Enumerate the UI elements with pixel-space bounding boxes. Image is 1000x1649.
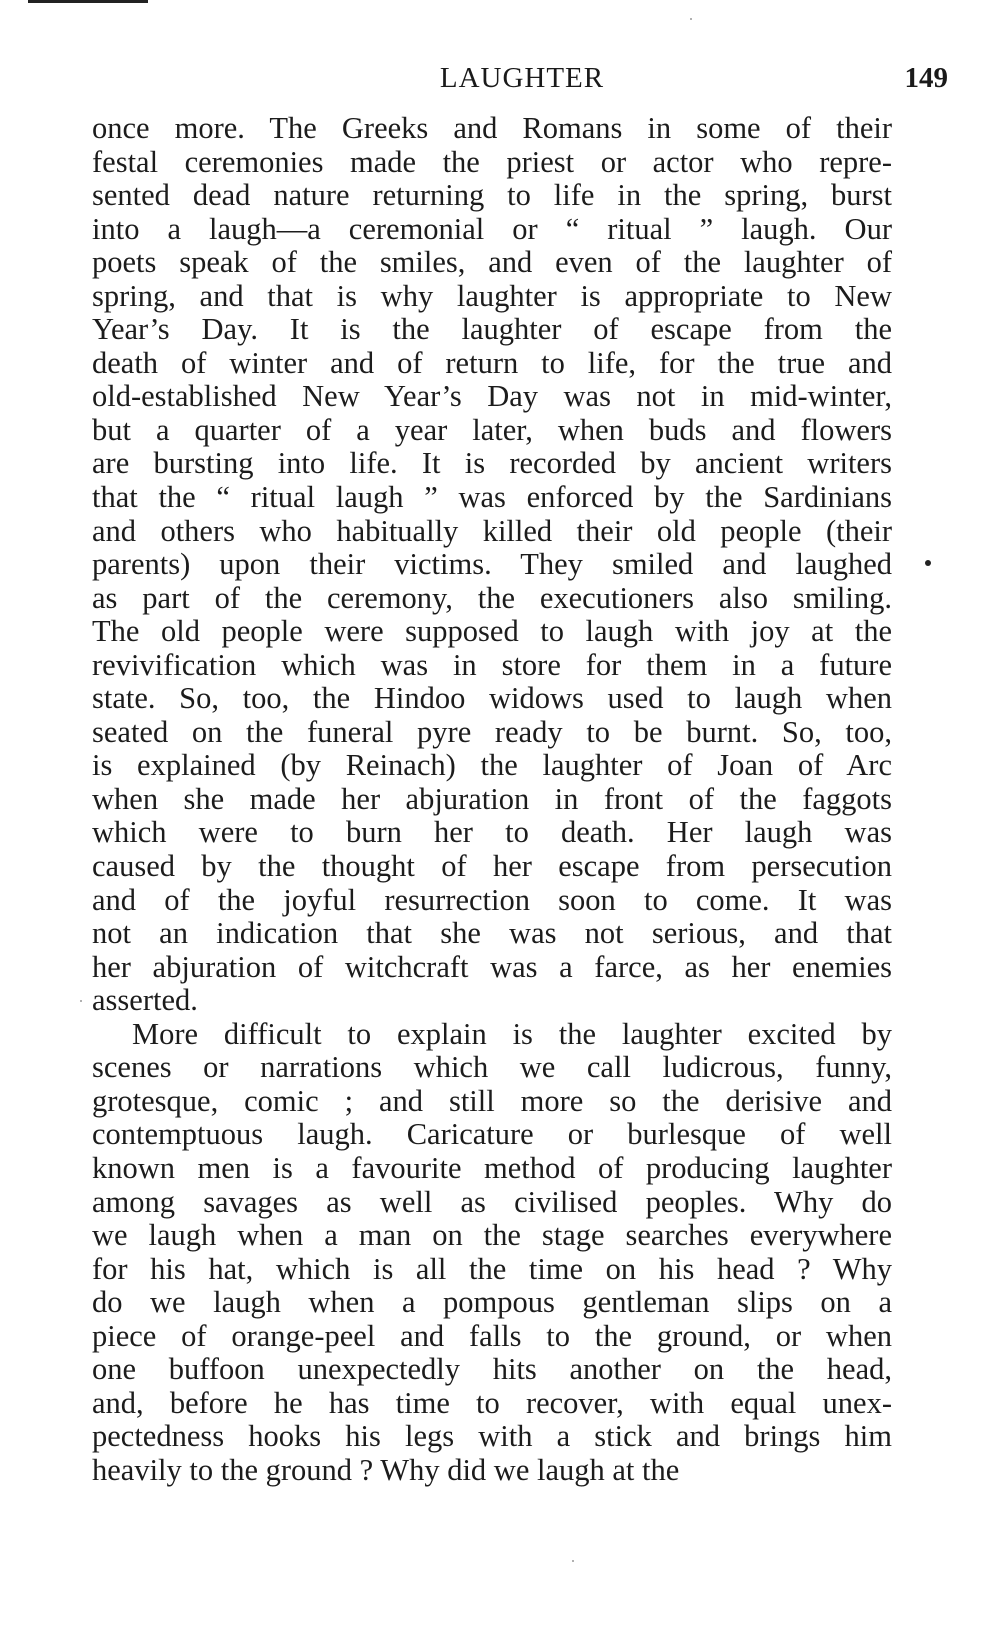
paper-speck	[572, 1560, 574, 1562]
text-line: More difficult to explain is the laughter excited by	[132, 1016, 892, 1051]
text-line: but a quarter of a year later, when buds and flowers	[92, 412, 892, 447]
text-line: her abjuration of witchcraft was a farce, as her enemies	[92, 949, 892, 984]
margin-ink-mark	[925, 560, 931, 566]
text-line: piece of orange-peel and falls to the ground, or when	[92, 1318, 892, 1353]
text-line: pectedness hooks his legs with a stick and brings him	[92, 1419, 892, 1454]
text-line: poets speak of the smiles, and even of the laughter of	[92, 245, 892, 280]
text-line: are bursting into life. It is recorded by ancient writers	[92, 446, 892, 481]
text-line: and, before he has time to recover, with equal unex-	[92, 1385, 892, 1420]
text-line: and of the joyful resurrection soon to come. It was	[92, 882, 892, 917]
paper-speck	[80, 1000, 82, 1002]
text-line: for his hat, which is all the time on his head ? Why	[92, 1251, 892, 1286]
paper-speck	[690, 18, 692, 20]
text-line: Year’s Day. It is the laughter of escape from the	[92, 312, 892, 347]
text-line: that the “ ritual laugh ” was enforced by the Sardinians	[92, 480, 892, 515]
text-line: asserted.	[92, 983, 198, 1018]
text-line: old-established New Year’s Day was not in mid-winter,	[92, 379, 892, 414]
text-line: state. So, too, the Hindoo widows used to laugh when	[92, 681, 892, 716]
corner-rule	[28, 0, 148, 3]
text-line: which were to burn her to death. Her laugh was	[92, 815, 892, 850]
text-line: as part of the ceremony, the executioners also smiling.	[92, 580, 892, 615]
text-line: known men is a favourite method of producing laughter	[92, 1150, 892, 1185]
text-line: once more. The Greeks and Romans in some of their	[92, 111, 892, 145]
page-number: 149	[904, 62, 948, 94]
text-line: is explained (by Reinach) the laughter of Joan of Arc	[92, 748, 892, 783]
text-line: do we laugh when a pompous gentleman slips on a	[92, 1285, 892, 1320]
text-line: one buffoon unexpectedly hits another on the head,	[92, 1352, 892, 1387]
text-line: The old people were supposed to laugh with joy at the	[92, 614, 892, 649]
text-line: grotesque, comic ; and still more so the derisive and	[92, 1083, 892, 1118]
page-header	[96, 62, 948, 102]
text-line: we laugh when a man on the stage searches everywhere	[92, 1218, 892, 1253]
text-line: caused by the thought of her escape from persecution	[92, 849, 892, 884]
text-line: death of winter and of return to life, for the true and	[92, 345, 892, 380]
text-line: festal ceremonies made the priest or actor who repre-	[92, 144, 892, 179]
text-line: and others who habitually killed their old people (their	[92, 513, 892, 548]
text-line: among savages as well as civilised peoples. Why do	[92, 1184, 892, 1219]
text-line: spring, and that is why laughter is appropriate to New	[92, 278, 892, 313]
paragraph	[92, 1018, 892, 1488]
text-line: into a laugh—a ceremonial or “ ritual ” laugh. Our	[92, 211, 892, 246]
paragraph	[92, 112, 892, 1018]
running-title: LAUGHTER	[439, 62, 605, 94]
text-line: heavily to the ground ? Why did we laugh at the	[92, 1452, 680, 1487]
text-line: sented dead nature returning to life in the spring, burst	[92, 178, 892, 213]
text-line: scenes or narrations which we call ludicrous, funny,	[92, 1050, 892, 1085]
text-line: contemptuous laugh. Caricature or burlesque of well	[92, 1117, 892, 1152]
text-line: revivification which was in store for them in a future	[92, 647, 892, 682]
text-line: seated on the funeral pyre ready to be burnt. So, too,	[92, 714, 892, 749]
text-line: parents) upon their victims. They smiled and laughed	[92, 547, 892, 582]
text-line: when she made her abjuration in front of the faggots	[92, 781, 892, 816]
body-text	[92, 112, 892, 1487]
text-line: not an indication that she was not serious, and that	[92, 916, 892, 951]
